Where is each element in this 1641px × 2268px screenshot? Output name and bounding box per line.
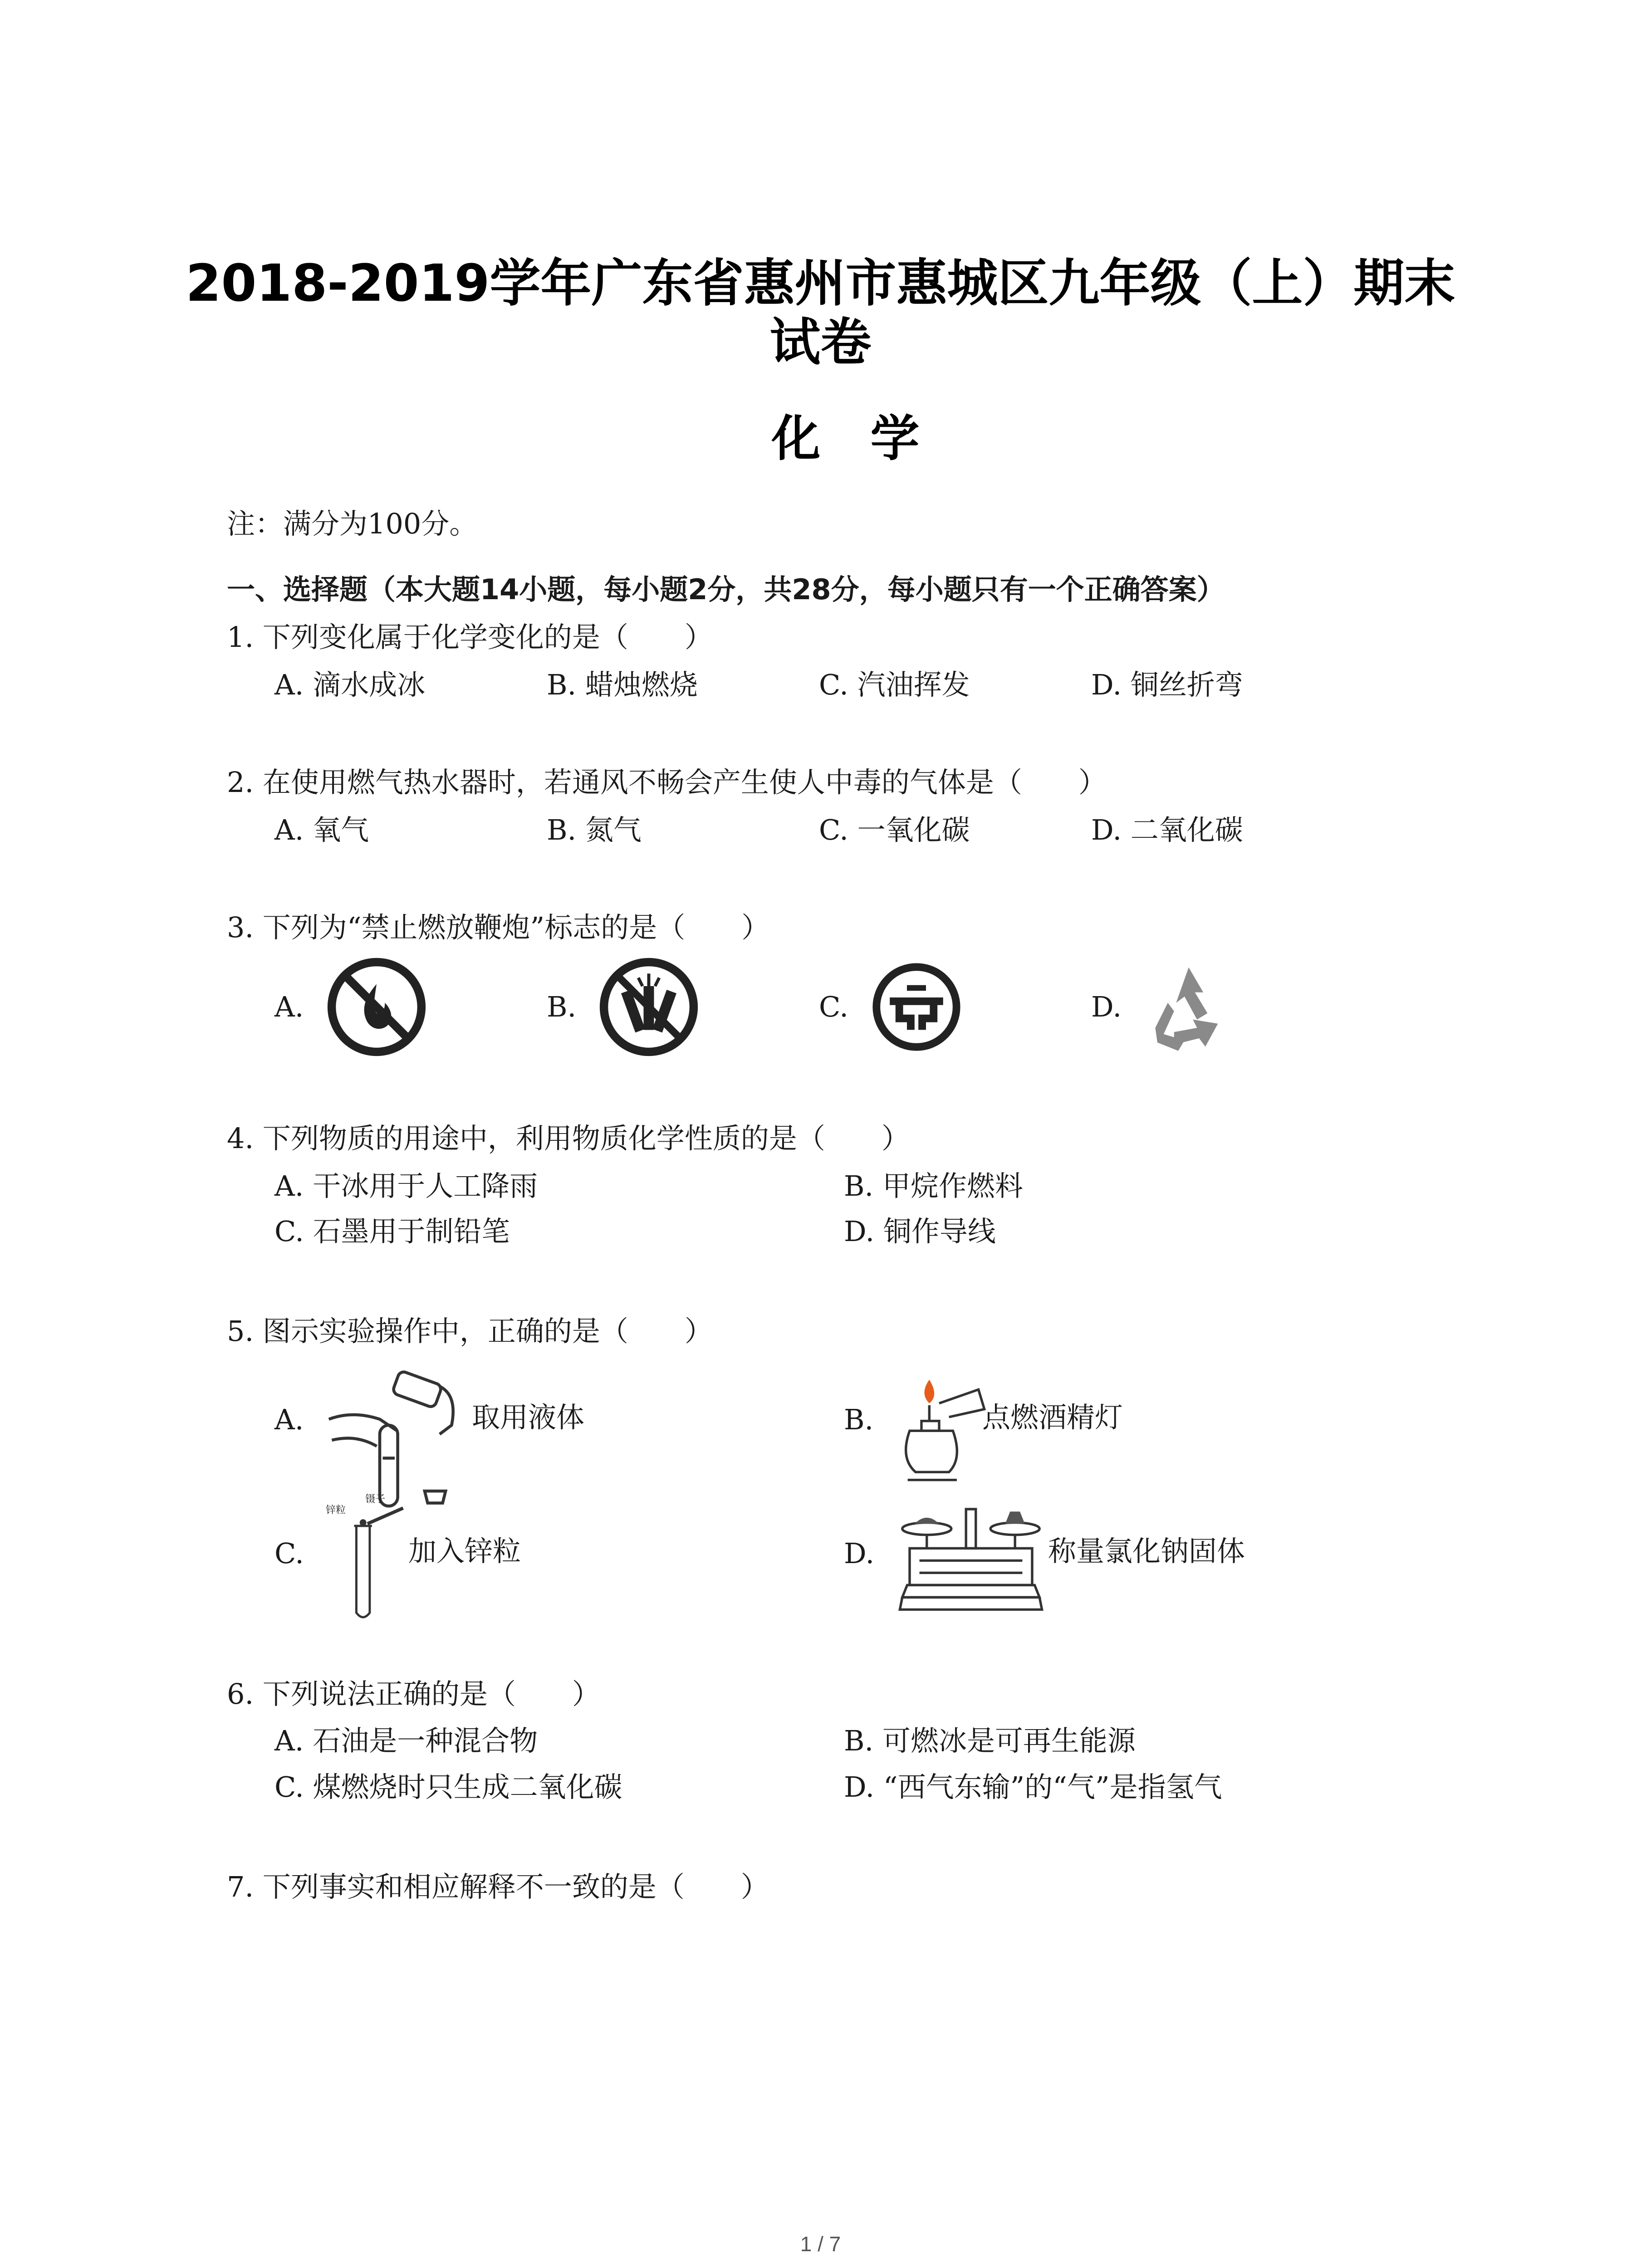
question-3-option-a[interactable]: A.	[274, 990, 304, 1023]
question-4-option-c[interactable]: C. 石墨用于制铅笔	[274, 1215, 510, 1248]
no-fire-sign-icon	[324, 955, 429, 1059]
light-alcohol-lamp-icon	[889, 1370, 989, 1488]
question-2-option-c[interactable]: C. 一氧化碳	[819, 813, 970, 846]
water-saving-sign-icon	[869, 959, 964, 1055]
question-3-option-b[interactable]: B.	[547, 990, 577, 1023]
question-3-stem: 3. 下列为“禁止燃放鞭炮”标志的是（ ）	[227, 911, 770, 944]
question-6-option-b[interactable]: B. 可燃冰是可再生能源	[844, 1724, 1136, 1757]
question-1-option-a[interactable]: A. 滴水成冰	[274, 668, 426, 701]
no-firecrackers-sign-icon	[597, 955, 701, 1059]
page-title-line1: 2018-2019学年广东省惠州市惠城区九年级（上）期末	[186, 254, 1455, 313]
recycling-sign-icon	[1136, 955, 1241, 1059]
question-3-option-c[interactable]: C.	[819, 990, 848, 1023]
question-4-option-d[interactable]: D. 铜作导线	[844, 1215, 996, 1248]
question-5-option-b-caption[interactable]: 点燃酒精灯	[982, 1401, 1123, 1434]
question-1-option-d[interactable]: D. 铜丝折弯	[1091, 668, 1243, 701]
question-6-option-a[interactable]: A. 石油是一种混合物	[274, 1724, 538, 1757]
question-5-option-d-caption[interactable]: 称量氯化钠固体	[1048, 1535, 1245, 1568]
question-2-stem: 2. 在使用燃气热水器时，若通风不畅会产生使人中毒的气体是（ ）	[227, 766, 1107, 799]
question-6-option-d[interactable]: D. “西气东输”的“气”是指氢气	[844, 1770, 1222, 1804]
question-5-option-a-caption[interactable]: 取用液体	[472, 1401, 585, 1434]
question-5-option-c-letter[interactable]: C.	[274, 1537, 304, 1570]
tweezers-label: 镊子	[365, 1493, 386, 1505]
question-2-option-a[interactable]: A. 氧气	[274, 813, 369, 846]
question-5-stem: 5. 图示实验操作中，正确的是（ ）	[227, 1315, 713, 1348]
question-2-option-d[interactable]: D. 二氧化碳	[1091, 813, 1243, 846]
section-heading: 一、选择题（本大题14小题，每小题2分，共28分，每小题只有一个正确答案）	[227, 573, 1225, 606]
question-5-option-a-letter[interactable]: A.	[274, 1403, 304, 1436]
question-3-option-d[interactable]: D.	[1091, 990, 1122, 1023]
question-1-option-c[interactable]: C. 汽油挥发	[819, 668, 970, 701]
question-2-option-b[interactable]: B. 氮气	[547, 813, 642, 846]
pour-liquid-icon	[318, 1365, 472, 1515]
question-7-stem: 7. 下列事实和相应解释不一致的是（ ）	[227, 1870, 769, 1903]
question-5-option-b-letter[interactable]: B.	[844, 1403, 874, 1436]
question-4-option-a[interactable]: A. 干冰用于人工降雨	[274, 1169, 538, 1202]
score-note: 注：满分为100分。	[227, 507, 478, 540]
question-6-option-c[interactable]: C. 煤燃烧时只生成二氧化碳	[274, 1770, 622, 1804]
question-5-option-d-letter[interactable]: D.	[844, 1537, 875, 1570]
zinc-granule-label: 锌粒	[326, 1504, 346, 1515]
question-1-option-b[interactable]: B. 蜡烛燃烧	[547, 668, 698, 701]
question-4-stem: 4. 下列物质的用途中，利用物质化学性质的是（ ）	[227, 1122, 910, 1155]
question-5-option-c-caption[interactable]: 加入锌粒	[408, 1535, 521, 1568]
question-4-option-b[interactable]: B. 甲烷作燃料	[844, 1169, 1023, 1202]
balance-scale-icon	[896, 1497, 1046, 1619]
page-title-line2: 试卷	[769, 313, 872, 372]
add-zinc-granule-icon	[322, 1501, 413, 1624]
question-6-stem: 6. 下列说法正确的是（ ）	[227, 1677, 600, 1711]
question-1-stem: 1. 下列变化属于化学变化的是（ ）	[227, 621, 713, 654]
subject-title: 化学	[771, 411, 970, 467]
page-number: 1 / 7	[800, 2232, 841, 2256]
